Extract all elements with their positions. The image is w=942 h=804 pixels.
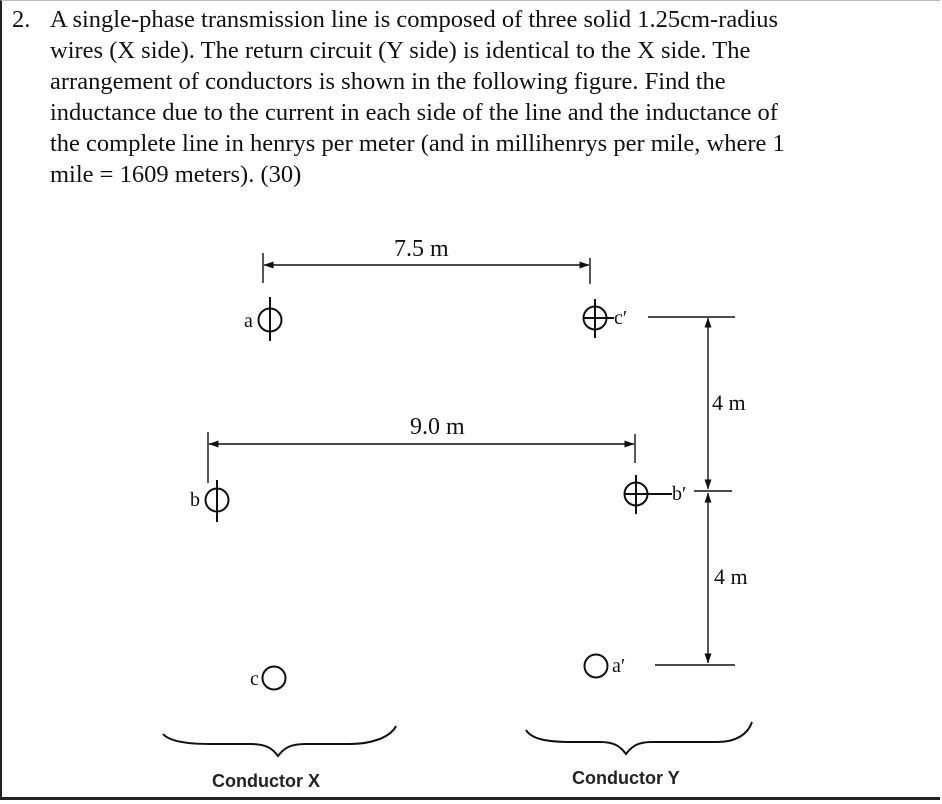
problem-line-5: the complete line in henrys per meter (and in millihenrys per mile, where 1 bbox=[50, 130, 785, 157]
label-a: a bbox=[244, 310, 253, 332]
dimension-label-4m-upper: 4 m bbox=[712, 390, 746, 415]
problem-number: 2. bbox=[12, 6, 31, 33]
brace-y bbox=[526, 722, 752, 754]
dimension-label-4m-lower: 4 m bbox=[714, 564, 748, 589]
dimension-label-7-5m: 7.5 m bbox=[394, 236, 449, 262]
problem-line-2: wires (X side). The return circuit (Y side) is identical to the X side. The bbox=[50, 37, 751, 64]
caption-conductor-x: Conductor X bbox=[212, 771, 320, 791]
conductor-a bbox=[259, 297, 282, 341]
label-b: b bbox=[190, 489, 200, 511]
label-c-prime: c′ bbox=[614, 307, 628, 329]
problem-line-4: inductance due to the current in each side of the line and the inductance of bbox=[50, 99, 778, 126]
caption-conductor-y: Conductor Y bbox=[572, 768, 680, 788]
label-b-prime: b′ bbox=[672, 483, 687, 505]
conductor-a-prime bbox=[585, 655, 608, 678]
problem-text-1: A single-phase transmission line is composed of three solid 1.25cm-radius bbox=[50, 6, 779, 33]
problem-line-6: mile = 1609 meters). (30) bbox=[50, 161, 302, 188]
conductor-c-prime bbox=[583, 299, 614, 338]
conductor-c bbox=[263, 667, 286, 690]
problem-line-3: arrangement of conductors is shown in the following figure. Find the bbox=[50, 68, 726, 95]
label-c: c bbox=[250, 668, 259, 690]
label-a-prime: a′ bbox=[612, 655, 626, 677]
conductor-b bbox=[206, 480, 229, 522]
conductor-b-prime bbox=[624, 475, 672, 514]
dimension-label-9-0m: 9.0 m bbox=[410, 414, 465, 440]
brace-x bbox=[163, 726, 396, 756]
